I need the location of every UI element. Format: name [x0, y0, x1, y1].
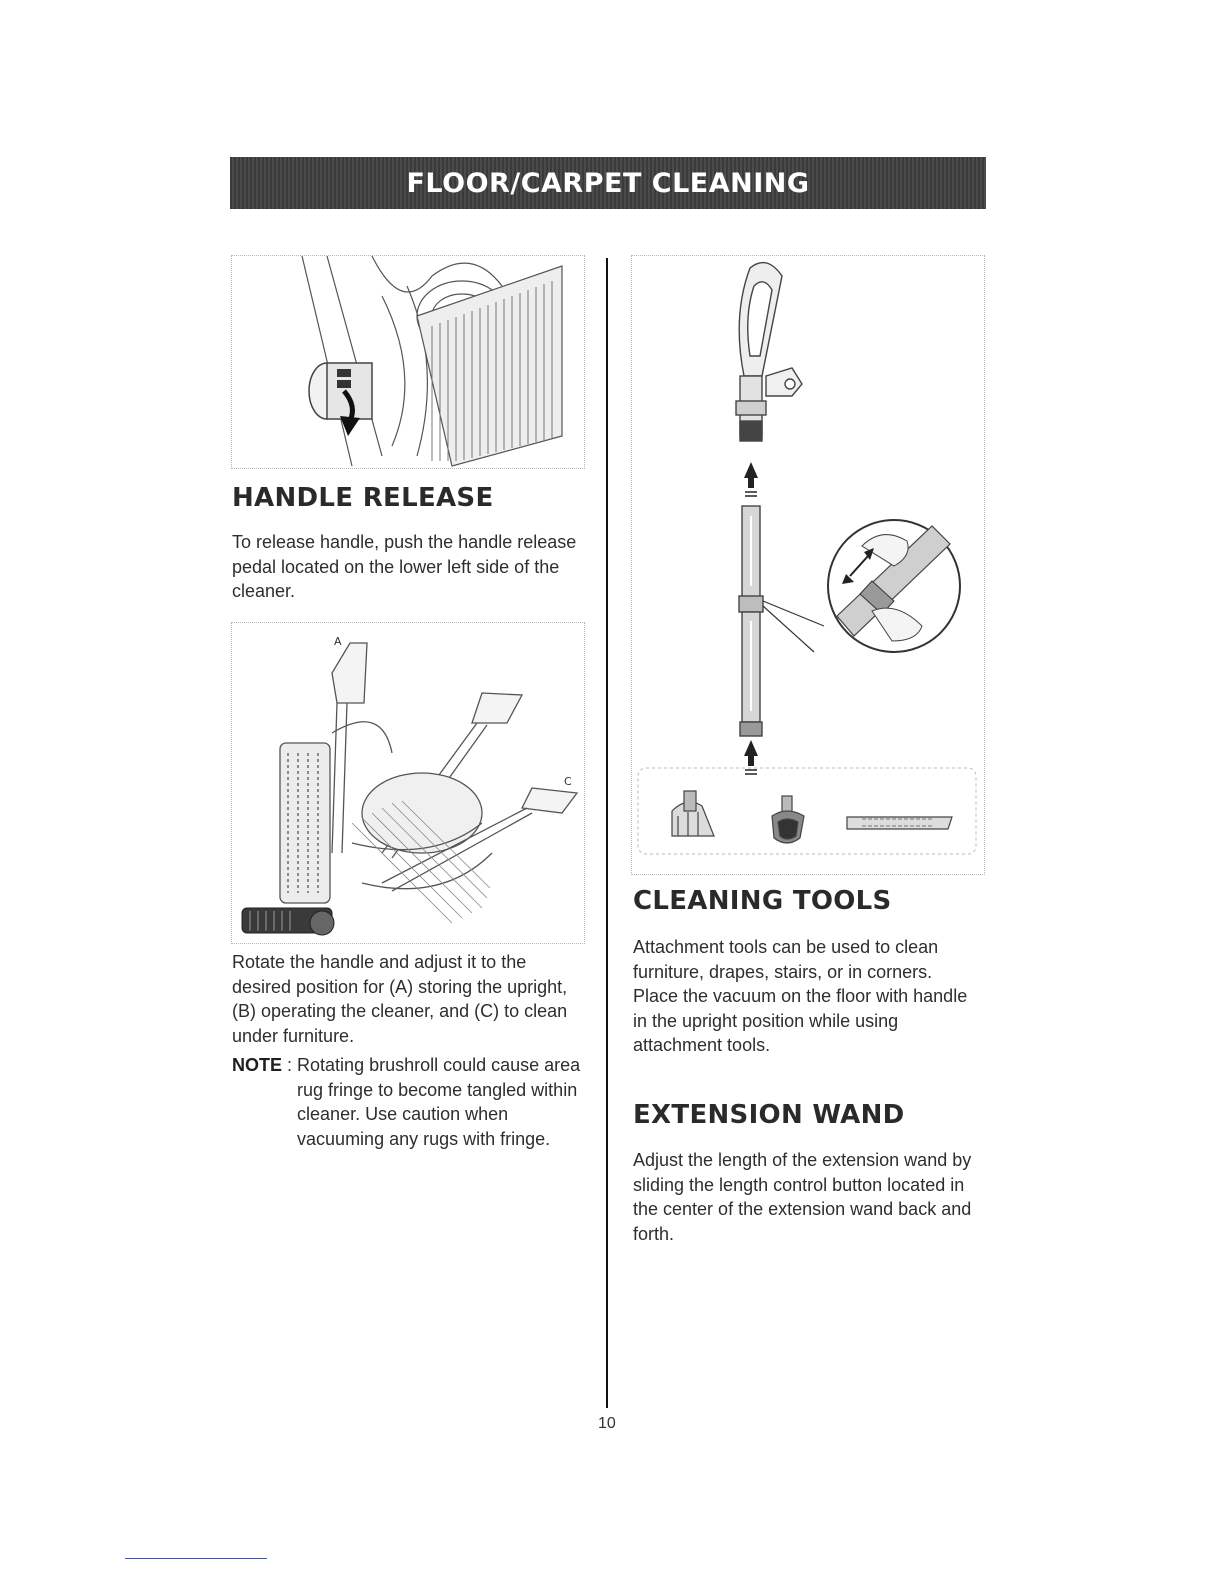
handle-release-text: To release handle, push the handle release pedal located on the lower left side of the cleaner. — [232, 532, 577, 601]
wand-tube — [739, 506, 763, 736]
handle-positions-text: Rotate the handle and adjust it to the desired position for (A) storing the upright, (B) operating the cleaner, and (C) to clean under furniture. — [232, 952, 568, 1046]
handle-release-drawing — [232, 256, 584, 468]
wand-zoom-detail — [763, 520, 960, 652]
dusting-brush-tool — [772, 796, 804, 843]
note-head — [232, 1053, 297, 1151]
note-block — [232, 1053, 582, 1151]
label-a: A — [334, 635, 342, 648]
crevice-tool — [847, 817, 952, 829]
note-separator: : — [282, 1055, 298, 1075]
page-number: 10 — [598, 1415, 616, 1432]
extension-wand-drawing — [632, 256, 984, 874]
handle-release-illustration — [231, 255, 585, 469]
extension-wand-title: EXTENSION WAND — [633, 1100, 905, 1130]
label-c: C — [564, 775, 572, 788]
note-text: Rotating brushroll could cause area rug fringe to become tangled within cleaner. Use caution when vacuuming any rugs with fringe. — [297, 1055, 581, 1149]
column-divider — [606, 258, 608, 1408]
cleaning-tools-title: CLEANING TOOLS — [633, 886, 892, 916]
page-title: FLOOR/CARPET CLEANING — [406, 167, 810, 199]
extension-wand-text: Adjust the length of the extension wand by sliding the length control button located in the center of the extension wand back and forth. — [633, 1150, 972, 1244]
header-banner — [230, 157, 986, 209]
note-label: NOTE — [232, 1055, 283, 1075]
handle-positions-drawing — [232, 623, 584, 943]
wand-handle — [736, 263, 802, 441]
power-brush-tool — [672, 791, 714, 836]
up-arrow-icon — [744, 462, 758, 496]
cleaning-tools-text: Attachment tools can be used to clean furniture, drapes, stairs, or in corners. Place the vacuum on the floor with handle in the upright position while using attachment tools. — [633, 937, 968, 1055]
extension-wand-illustration — [631, 255, 985, 875]
footer-rule — [125, 1558, 267, 1559]
handle-positions-illustration — [231, 622, 585, 944]
up-arrow-icon-2 — [744, 740, 758, 774]
handle-release-title: HANDLE RELEASE — [232, 483, 494, 513]
grille-pattern — [417, 266, 562, 466]
pedal — [309, 363, 372, 419]
